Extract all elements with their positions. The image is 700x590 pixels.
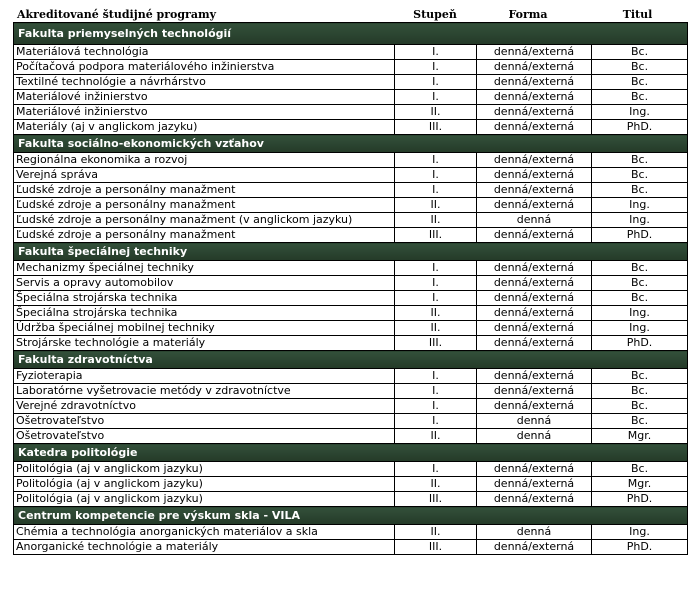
- section-title: Fakulta priemyselných technológií: [14, 23, 688, 45]
- section-title: Fakulta zdravotníctva: [14, 351, 688, 369]
- program-name-cell: Materiálové inžinierstvo: [14, 105, 395, 120]
- programs-table: [13, 22, 688, 555]
- study-form-cell: denná/externá: [477, 369, 592, 384]
- title-cell: PhD.: [592, 492, 688, 507]
- table-row: [14, 261, 688, 276]
- study-form-cell: denná/externá: [477, 228, 592, 243]
- degree-cell: I.: [395, 414, 477, 429]
- program-name-cell: Politológia (aj v anglickom jazyku): [14, 477, 395, 492]
- title-cell: Ing.: [592, 525, 688, 540]
- program-name-cell: Materiály (aj v anglickom jazyku): [14, 120, 395, 135]
- program-name-cell: Ľudské zdroje a personálny manažment: [14, 198, 395, 213]
- table-row: [14, 525, 688, 540]
- study-form-cell: denná/externá: [477, 261, 592, 276]
- degree-cell: III.: [395, 336, 477, 351]
- degree-cell: III.: [395, 228, 477, 243]
- table-row: [14, 60, 688, 75]
- degree-cell: II.: [395, 525, 477, 540]
- title-cell: PhD.: [592, 336, 688, 351]
- table-row: [14, 540, 688, 555]
- title-cell: Bc.: [592, 384, 688, 399]
- table-row: [14, 321, 688, 336]
- title-cell: PhD.: [592, 120, 688, 135]
- header-title: Titul: [622, 8, 653, 21]
- study-form-cell: denná: [477, 525, 592, 540]
- degree-cell: I.: [395, 276, 477, 291]
- study-form-cell: denná: [477, 429, 592, 444]
- table-row: [14, 213, 688, 228]
- table-row: [14, 90, 688, 105]
- study-form-cell: denná: [477, 414, 592, 429]
- section-title: Katedra politológie: [14, 444, 688, 462]
- table-row: [14, 414, 688, 429]
- title-cell: Bc.: [592, 462, 688, 477]
- program-name-cell: Špeciálna strojárska technika: [14, 291, 395, 306]
- table-row: [14, 462, 688, 477]
- study-form-cell: denná/externá: [477, 384, 592, 399]
- title-cell: Bc.: [592, 369, 688, 384]
- degree-cell: I.: [395, 60, 477, 75]
- study-form-cell: denná/externá: [477, 276, 592, 291]
- programs-document: [13, 4, 687, 555]
- section-header-row: [14, 351, 688, 369]
- section-title: Fakulta sociálno-ekonomických vzťahov: [14, 135, 688, 153]
- table-row: [14, 492, 688, 507]
- table-row: [14, 306, 688, 321]
- program-name-cell: Materiálová technológia: [14, 45, 395, 60]
- study-form-cell: denná/externá: [477, 462, 592, 477]
- program-name-cell: Anorganické technológie a materiály: [14, 540, 395, 555]
- study-form-cell: denná/externá: [477, 492, 592, 507]
- study-form-cell: denná/externá: [477, 45, 592, 60]
- title-cell: PhD.: [592, 540, 688, 555]
- study-form-cell: denná/externá: [477, 75, 592, 90]
- degree-cell: II.: [395, 477, 477, 492]
- program-name-cell: Verejná správa: [14, 168, 395, 183]
- program-name-cell: Strojárske technológie a materiály: [14, 336, 395, 351]
- table-row: [14, 183, 688, 198]
- title-cell: Mgr.: [592, 429, 688, 444]
- study-form-cell: denná/externá: [477, 105, 592, 120]
- degree-cell: II.: [395, 213, 477, 228]
- section-title: Centrum kompetencie pre výskum skla - VILA: [14, 507, 688, 525]
- study-form-cell: denná/externá: [477, 399, 592, 414]
- title-cell: Ing.: [592, 105, 688, 120]
- title-cell: Bc.: [592, 60, 688, 75]
- column-header-row: [13, 4, 687, 22]
- title-cell: Bc.: [592, 45, 688, 60]
- table-row: [14, 45, 688, 60]
- table-row: [14, 120, 688, 135]
- program-name-cell: Verejné zdravotníctvo: [14, 399, 395, 414]
- degree-cell: II.: [395, 306, 477, 321]
- program-name-cell: Počítačová podpora materiálového inžinierstva: [14, 60, 395, 75]
- title-cell: Ing.: [592, 306, 688, 321]
- program-name-cell: Regionálna ekonomika a rozvoj: [14, 153, 395, 168]
- title-cell: Bc.: [592, 399, 688, 414]
- section-header-row: [14, 444, 688, 462]
- study-form-cell: denná/externá: [477, 198, 592, 213]
- degree-cell: II.: [395, 429, 477, 444]
- study-form-cell: denná/externá: [477, 306, 592, 321]
- title-cell: Ing.: [592, 198, 688, 213]
- study-form-cell: denná/externá: [477, 336, 592, 351]
- table-row: [14, 336, 688, 351]
- title-cell: Mgr.: [592, 477, 688, 492]
- header-programs: Akreditované študijné programy: [17, 8, 216, 21]
- title-cell: PhD.: [592, 228, 688, 243]
- table-row: [14, 105, 688, 120]
- degree-cell: I.: [395, 153, 477, 168]
- degree-cell: I.: [395, 384, 477, 399]
- table-row: [14, 228, 688, 243]
- study-form-cell: denná/externá: [477, 90, 592, 105]
- section-title: Fakulta špeciálnej techniky: [14, 243, 688, 261]
- table-row: [14, 429, 688, 444]
- title-cell: Bc.: [592, 276, 688, 291]
- program-name-cell: Politológia (aj v anglickom jazyku): [14, 462, 395, 477]
- program-name-cell: Ľudské zdroje a personálny manažment: [14, 228, 395, 243]
- table-row: [14, 291, 688, 306]
- section-header-row: [14, 135, 688, 153]
- degree-cell: I.: [395, 75, 477, 90]
- study-form-cell: denná/externá: [477, 540, 592, 555]
- degree-cell: I.: [395, 291, 477, 306]
- title-cell: Ing.: [592, 321, 688, 336]
- table-row: [14, 384, 688, 399]
- degree-cell: II.: [395, 105, 477, 120]
- study-form-cell: denná/externá: [477, 321, 592, 336]
- table-row: [14, 276, 688, 291]
- degree-cell: III.: [395, 492, 477, 507]
- table-row: [14, 75, 688, 90]
- title-cell: Bc.: [592, 90, 688, 105]
- degree-cell: II.: [395, 321, 477, 336]
- program-name-cell: Údržba špeciálnej mobilnej techniky: [14, 321, 395, 336]
- section-header-row: [14, 23, 688, 45]
- program-name-cell: Servis a opravy automobilov: [14, 276, 395, 291]
- section-header-row: [14, 507, 688, 525]
- program-name-cell: Mechanizmy špeciálnej techniky: [14, 261, 395, 276]
- program-name-cell: Ošetrovateľstvo: [14, 414, 395, 429]
- study-form-cell: denná/externá: [477, 120, 592, 135]
- section-header-row: [14, 243, 688, 261]
- table-row: [14, 168, 688, 183]
- degree-cell: I.: [395, 183, 477, 198]
- program-name-cell: Materiálové inžinierstvo: [14, 90, 395, 105]
- title-cell: Bc.: [592, 75, 688, 90]
- table-row: [14, 477, 688, 492]
- degree-cell: I.: [395, 45, 477, 60]
- program-name-cell: Laboratórne vyšetrovacie metódy v zdravotníctve: [14, 384, 395, 399]
- title-cell: Ing.: [592, 213, 688, 228]
- table-row: [14, 153, 688, 168]
- title-cell: Bc.: [592, 153, 688, 168]
- program-name-cell: Ľudské zdroje a personálny manažment (v anglickom jazyku): [14, 213, 395, 228]
- title-cell: Bc.: [592, 414, 688, 429]
- program-name-cell: Politológia (aj v anglickom jazyku): [14, 492, 395, 507]
- degree-cell: I.: [395, 168, 477, 183]
- study-form-cell: denná: [477, 213, 592, 228]
- program-name-cell: Ošetrovateľstvo: [14, 429, 395, 444]
- degree-cell: I.: [395, 90, 477, 105]
- program-name-cell: Ľudské zdroje a personálny manažment: [14, 183, 395, 198]
- degree-cell: III.: [395, 540, 477, 555]
- table-row: [14, 399, 688, 414]
- study-form-cell: denná/externá: [477, 60, 592, 75]
- table-row: [14, 198, 688, 213]
- program-name-cell: Textilné technológie a návrhárstvo: [14, 75, 395, 90]
- program-name-cell: Chémia a technológia anorganických materiálov a skla: [14, 525, 395, 540]
- title-cell: Bc.: [592, 168, 688, 183]
- degree-cell: II.: [395, 198, 477, 213]
- header-degree: Stupeň: [413, 8, 457, 21]
- degree-cell: I.: [395, 369, 477, 384]
- program-name-cell: Fyzioterapia: [14, 369, 395, 384]
- program-name-cell: Špeciálna strojárska technika: [14, 306, 395, 321]
- study-form-cell: denná/externá: [477, 183, 592, 198]
- study-form-cell: denná/externá: [477, 168, 592, 183]
- title-cell: Bc.: [592, 183, 688, 198]
- table-row: [14, 369, 688, 384]
- degree-cell: I.: [395, 462, 477, 477]
- title-cell: Bc.: [592, 291, 688, 306]
- header-form: Forma: [508, 8, 548, 21]
- degree-cell: III.: [395, 120, 477, 135]
- degree-cell: I.: [395, 261, 477, 276]
- title-cell: Bc.: [592, 261, 688, 276]
- study-form-cell: denná/externá: [477, 153, 592, 168]
- study-form-cell: denná/externá: [477, 291, 592, 306]
- degree-cell: I.: [395, 399, 477, 414]
- study-form-cell: denná/externá: [477, 477, 592, 492]
